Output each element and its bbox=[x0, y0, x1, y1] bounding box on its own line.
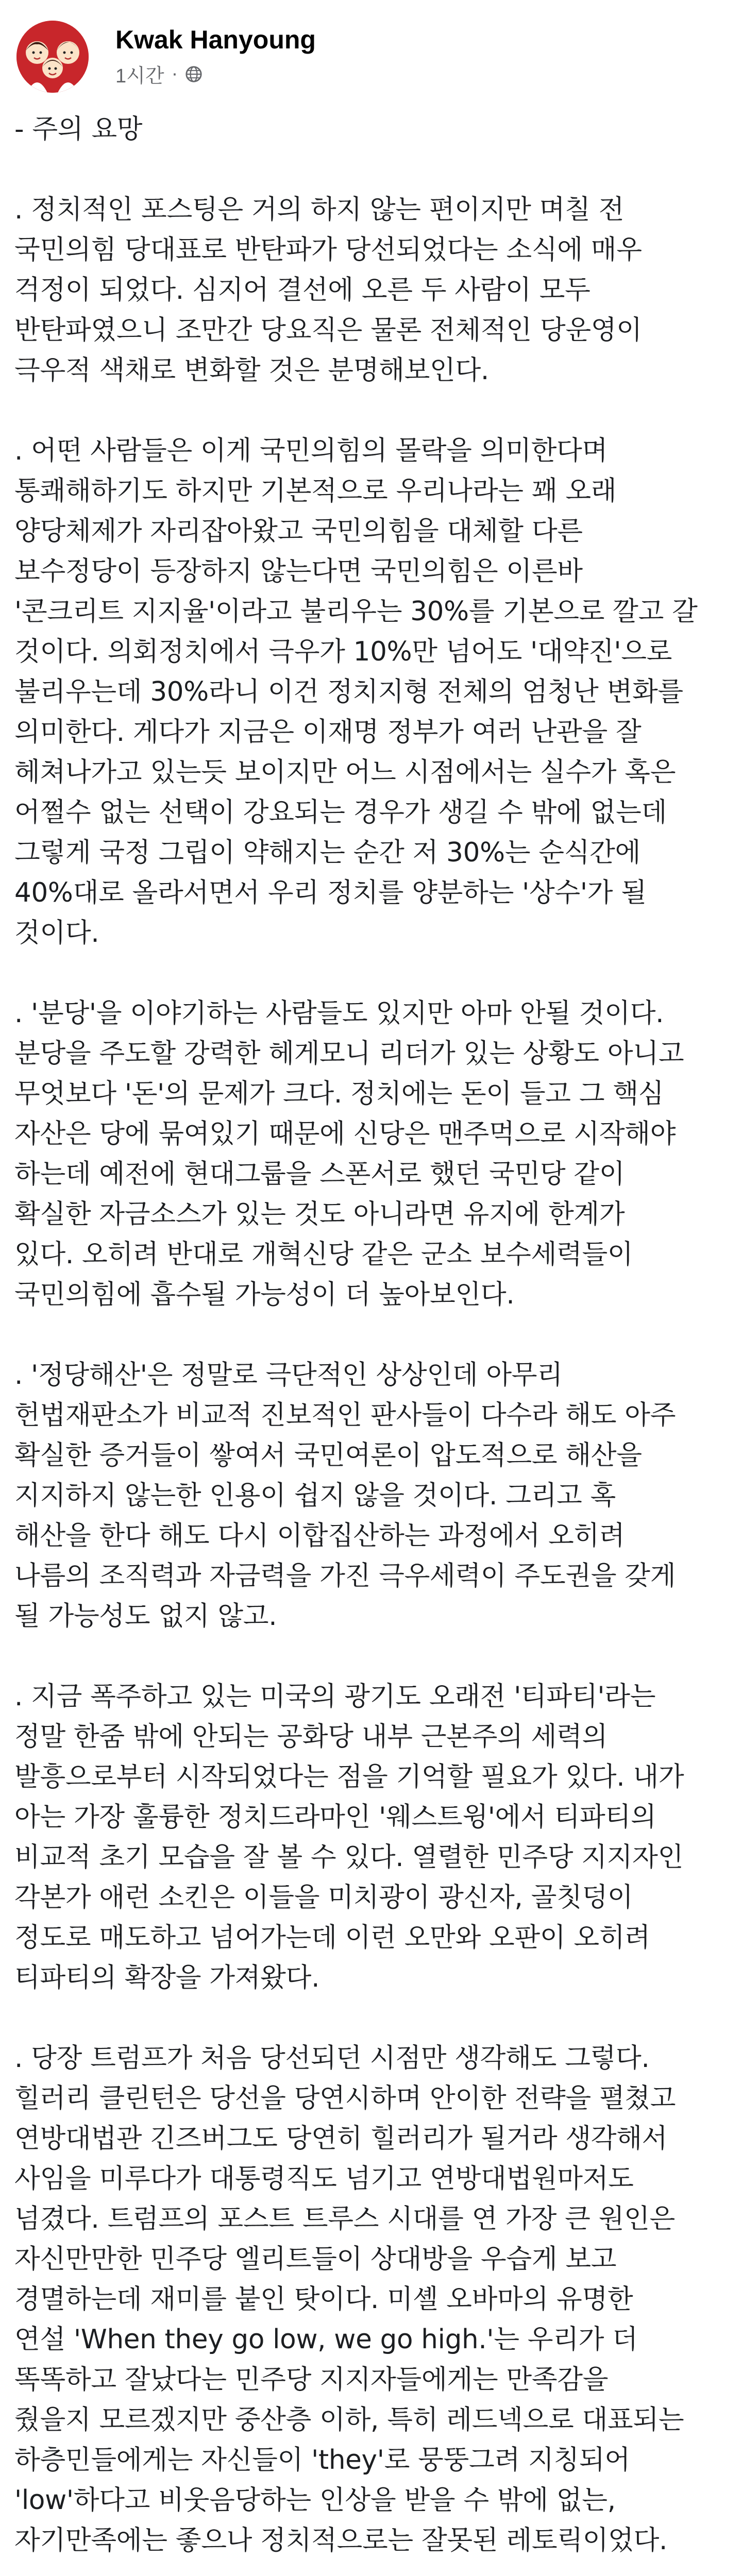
cartoon-family-avatar-icon bbox=[16, 21, 89, 93]
post-text-line: 비교적 초기 모습을 잘 볼 수 있다. 열렬한 민주당 지지자인 bbox=[14, 1842, 684, 1873]
post-text-line: 해산을 한다 해도 다시 이합집산하는 과정에서 오히려 bbox=[14, 1520, 625, 1551]
post-meta bbox=[115, 60, 203, 88]
post-text-line: 줬을지 모르겠지만 중산층 이하, 특히 레드넥으로 대표되는 bbox=[14, 2404, 684, 2435]
post-paragraph bbox=[14, 190, 731, 391]
post-text-line: '콘크리트 지지율'이라고 불리우는 30%를 기본으로 깔고 갈 bbox=[14, 596, 698, 627]
post-text-line: 헤쳐나가고 있는듯 보이지만 어느 시점에서는 실수가 혹은 bbox=[14, 757, 676, 788]
post-text-line: . '정당해산'은 정말로 극단적인 상상인데 아무리 bbox=[14, 1360, 563, 1391]
post-text-line: 불리우는데 30%라니 이건 정치지형 전체의 엄청난 변화를 bbox=[14, 676, 683, 707]
meta-separator: · bbox=[171, 63, 178, 84]
post-text-line: 자기만족에는 좋으나 정치적으로는 잘못된 레토릭이었다. bbox=[14, 2525, 668, 2556]
post-text-line: 발흥으로부터 시작되었다는 점을 기억할 필요가 있다. 내가 bbox=[14, 1761, 684, 1792]
post-text-line: 경멸하는데 재미를 붙인 탓이다. 미셸 오바마의 유명한 bbox=[14, 2284, 633, 2315]
post-text-line: . '분당'을 이야기하는 사람들도 있지만 아마 안될 것이다. bbox=[14, 998, 664, 1029]
post-text-line: 티파티의 확장을 가져왔다. bbox=[14, 1962, 320, 1993]
post-text-line: 헌법재판소가 비교적 진보적인 판사들이 다수라 해도 아주 bbox=[14, 1400, 676, 1431]
post-text-line: 넘겼다. 트럼프의 포스트 트루스 시대를 연 가장 큰 원인은 bbox=[14, 2204, 675, 2234]
post-text-line: 연설 'When they go low, we go high.'는 우리가 더 bbox=[14, 2324, 638, 2355]
post-text-line: 보수정당이 등장하지 않는다면 국민의힘은 이른바 bbox=[14, 556, 583, 587]
post-text-line: 분당을 주도할 강력한 헤게모니 리더가 있는 상황도 아니고 bbox=[14, 1038, 684, 1069]
post-text-line: 될 가능성도 없지 않고. bbox=[14, 1601, 277, 1632]
post-body bbox=[14, 109, 731, 2576]
post-text-line: 똑똑하고 잘났다는 민주당 지지자들에게는 만족감을 bbox=[14, 2364, 609, 2395]
globe-icon[interactable] bbox=[185, 65, 203, 83]
post-text-line: 것이다. 의회정치에서 극우가 10%만 넘어도 '대약진'으로 bbox=[14, 636, 672, 667]
post-text-line: 무엇보다 '돈'의 문제가 크다. 정치에는 돈이 들고 그 핵심 bbox=[14, 1078, 664, 1109]
post-text-line: 각본가 애런 소킨은 이들을 미치광이 광신자, 골칫덩이 bbox=[14, 1882, 633, 1913]
post-time[interactable]: 1시간 bbox=[115, 65, 164, 87]
post-header bbox=[0, 0, 742, 124]
post-text-line: 정도로 매도하고 넘어가는데 이런 오만와 오판이 오히려 bbox=[14, 1922, 650, 1953]
post-paragraph bbox=[14, 1676, 731, 1998]
post-text-line: 아는 가장 훌륭한 정치드라마인 '웨스트윙'에서 티파티의 bbox=[14, 1802, 656, 1833]
post-text-line: - 주의 요망 bbox=[14, 114, 143, 145]
post-text-line: 연방대법관 긴즈버그도 당연히 힐러리가 될거라 생각해서 bbox=[14, 2123, 668, 2154]
post-text-line: 자산은 당에 묶여있기 때문에 신당은 맨주먹으로 시작해야 bbox=[14, 1118, 676, 1149]
post-text-line: 'low'하다고 비웃음당하는 인상을 받을 수 밖에 없는, bbox=[14, 2485, 616, 2516]
author-name[interactable]: Kwak Hanyoung bbox=[115, 25, 316, 54]
post-text-line: . 어떤 사람들은 이게 국민의힘의 몰락을 의미한다며 bbox=[14, 435, 608, 466]
post-paragraph bbox=[14, 431, 731, 953]
post-text-line: 통쾌해하기도 하지만 기본적으로 우리나라는 꽤 오래 bbox=[14, 476, 617, 506]
post-text-line: 사임을 미루다가 대통령직도 넘기고 연방대법원마저도 bbox=[14, 2163, 634, 2194]
post-paragraph bbox=[14, 2038, 731, 2561]
post-text-line: 어쩔수 없는 선택이 강요되는 경우가 생길 수 밖에 없는데 bbox=[14, 797, 667, 828]
post-text-line: . 당장 트럼프가 처음 당선되던 시점만 생각해도 그렇다. bbox=[14, 2043, 650, 2074]
post-text-line: . 정치적인 포스팅은 거의 하지 않는 편이지만 며칠 전 bbox=[14, 194, 625, 225]
post-text-line: 걱정이 되었다. 심지어 결선에 오른 두 사람이 모두 bbox=[14, 275, 591, 306]
post-text-line: 것이다. bbox=[14, 918, 99, 948]
post-text-line: 힐러리 클린턴은 당선을 당연시하며 안이한 전략을 펼쳤고 bbox=[14, 2083, 676, 2114]
post-text-line: . 지금 폭주하고 있는 미국의 광기도 오래전 '티파티'라는 bbox=[14, 1681, 656, 1712]
post-text-line: 나름의 조직력과 자금력을 가진 극우세력이 주도권을 갖게 bbox=[14, 1561, 676, 1591]
post-text-line: 극우적 색채로 변화할 것은 분명해보인다. bbox=[14, 355, 489, 386]
post-paragraph bbox=[14, 109, 731, 149]
post-text-line: 정말 한줌 밖에 안되는 공화당 내부 근본주의 세력의 bbox=[14, 1721, 608, 1752]
post-text-line: 확실한 자금소스가 있는 것도 아니라면 유지에 한계가 bbox=[14, 1199, 625, 1230]
post-paragraph bbox=[14, 1355, 731, 1636]
post-text-line: 의미한다. 게다가 지금은 이재명 정부가 여러 난관을 잘 bbox=[14, 717, 642, 748]
post-text-line: 하층민들에게는 자신들이 'they'로 뭉뚱그려 지칭되어 bbox=[14, 2445, 630, 2476]
post-text-line: 확실한 증거들이 쌓여서 국민여론이 압도적으로 해산을 bbox=[14, 1440, 642, 1471]
post-text-line: 지지하지 않는한 인용이 쉽지 않을 것이다. 그리고 혹 bbox=[14, 1480, 616, 1511]
post-text-line: 그렇게 국정 그립이 약해지는 순간 저 30%는 순식간에 bbox=[14, 837, 641, 868]
post-text-line: 하는데 예전에 현대그룹을 스폰서로 했던 국민당 같이 bbox=[14, 1159, 625, 1190]
post-paragraph bbox=[14, 993, 731, 1315]
post-text-line: 자신만만한 민주당 엘리트들이 상대방을 우습게 보고 bbox=[14, 2244, 617, 2275]
post-text-line: 있다. 오히려 반대로 개혁신당 같은 군소 보수세력들이 bbox=[14, 1239, 633, 1270]
avatar[interactable] bbox=[16, 21, 89, 93]
post-text-line: 양당체제가 자리잡아왔고 국민의힘을 대체할 다른 bbox=[14, 516, 583, 547]
post-text-line: 국민의힘 당대표로 반탄파가 당선되었다는 소식에 매우 bbox=[14, 234, 642, 265]
post-text-line: 국민의힘에 흡수될 가능성이 더 높아보인다. bbox=[14, 1279, 515, 1310]
post-text-line: 40%대로 올라서면서 우리 정치를 양분하는 '상수'가 될 bbox=[14, 877, 647, 908]
post-text-line: 반탄파였으니 조만간 당요직은 물론 전체적인 당운영이 bbox=[14, 315, 642, 346]
